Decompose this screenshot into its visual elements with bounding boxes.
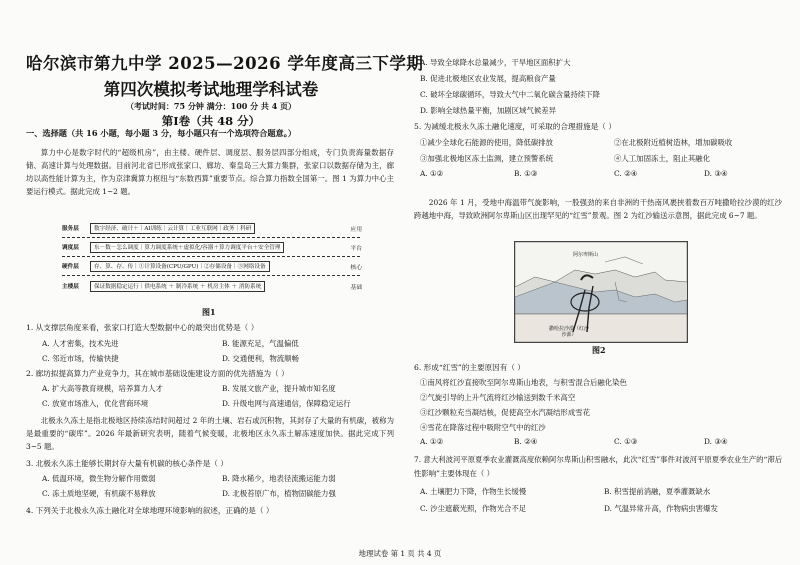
question-6-option-d[interactable]: D. ③④	[704, 437, 728, 446]
question-2-option-c[interactable]: C. 放宽市场准入，优化营商环境	[42, 399, 149, 408]
figure-2-map	[514, 241, 688, 343]
question-4-option-a[interactable]: A. 导致全球降水总量减少，干旱地区面积扩大	[420, 58, 571, 67]
layer-content: 保证数据稳定运行｜供电系统 ＋ 制冷系统 ＋ 机房主体 ＋ 消防系统	[90, 281, 265, 292]
layer-side-label: 核心	[350, 265, 362, 271]
question-3-stem: 3. 北极永久冻土能够长期封存大量有机碳的核心条件是（ ）	[26, 459, 228, 468]
alps-label: 阿尔卑斯山	[573, 252, 599, 258]
question-7-stem: 7. 意大利波河平原夏季农业灌溉高度依赖阿尔卑斯山积雪融水，此次“红雪”事件对波河平原夏季农业生产的“滞后性影响”主要体现在（ ）	[414, 455, 783, 478]
passage-1: 算力中心是数字时代的“超级机房”，由主楼、硬件层、调度层、服务层四部分组成，专门负责海量数据存储、高速计算与处理数据。目前河北省已形成张家口、廊坊、秦皇岛三大算力集群，张家口以数据存储为主，廊坊以高性能计算为主，作为京津冀算力枢纽与“东数西算”重要节点。综合算力指数全国第一。图 1 为算力中心主要运行模式。据此完成 1~2 题。	[26, 148, 394, 196]
question-6-stem: 6. 形成“红雪”的主要原因有（ ）	[414, 363, 525, 372]
layer-side-label: 平台	[350, 246, 362, 252]
part1-heading: 一、选择题（共 16 小题，每小题 3 分，每小题只有一个选项符合题意。）	[26, 128, 297, 138]
question-5-option-c[interactable]: C. ②④	[614, 169, 638, 178]
layer-content: 东－数－怎么调度｜算力调度系统＋虚拟化/容器＋算力调度平台＋安全管理	[90, 242, 284, 253]
question-2-option-b[interactable]: B. 发展文旅产业，提升城市知名度	[222, 384, 336, 393]
title-line-1: 哈尔滨市第九中学 2025—2026 学年度高三下学期	[26, 54, 424, 73]
question-4-option-d[interactable]: D. 影响全球热量平衡，加剧区域气候差异	[420, 106, 557, 115]
figure-1-diagram	[62, 220, 362, 300]
layer-name: 服务层	[62, 226, 79, 232]
question-1-option-c[interactable]: C. 邻近市场，传输快捷	[42, 354, 119, 363]
question-7-option-d[interactable]: D. 气温异常升高，作物病虫害爆发	[604, 504, 718, 513]
layer-side-label: 基础	[350, 285, 362, 291]
question-6-item-4: ④雪花在降落过程中吸附空气中的红沙	[420, 423, 546, 432]
question-5-item-4: ④人工加固冻土，阻止其融化	[614, 154, 711, 163]
layer-side-label: 应用	[350, 227, 362, 233]
layer-name: 硬件层	[62, 264, 79, 270]
passage-3: 2026 年 1 月，受地中海温带气旋影响，一股强劲的来自非洲的干热南风裹挟着数百万吨撒哈拉沙漠的红沙跨越地中海，导致欧洲阿尔卑斯山区出现罕见的“红雪”景观。图 2 为红沙输送示意图，据此完成 6~7 题。	[414, 198, 782, 220]
layer-name: 调度层	[62, 245, 79, 251]
question-2-option-a[interactable]: A. 扩大高等教育规模，培养算力人才	[42, 384, 163, 393]
question-2-option-d[interactable]: D. 升级电网与高速通信，保障稳定运行	[222, 399, 351, 408]
diagram-layer	[62, 280, 265, 292]
question-3-option-a[interactable]: A. 低温环境，微生物分解作用微弱	[42, 474, 156, 483]
question-7-option-c[interactable]: C. 沙尘遮蔽光照，作物光合不足	[420, 504, 527, 513]
question-3-option-c[interactable]: C. 冻土质地坚硬，有机碳不易释放	[42, 489, 156, 498]
layer-content: 存、算、存、传｜①计算设备(CPU/GPU)｜②存储设备｜③网络设备	[90, 261, 270, 272]
layer-content: 数字经济、破计＋｜AI训练｜云计算｜工业互联网｜政务｜科研	[90, 223, 255, 234]
question-1-option-a[interactable]: A. 人才密集，技术先进	[42, 339, 119, 348]
layer-divider	[62, 237, 360, 238]
question-6-option-a[interactable]: A. ①②	[420, 437, 444, 446]
question-1-option-b[interactable]: B. 能源充足，气温偏低	[222, 339, 299, 348]
question-1-stem: 1. 从支撑层角度来看，张家口打造大型数据中心的最突出优势是（ ）	[26, 323, 259, 332]
layer-divider	[62, 256, 360, 257]
question-5-item-3: ③加强北极地区冻土监测，建立预警系统	[420, 154, 554, 163]
question-5-item-1: ①减少全球化石能源的使用，降低碳排放	[420, 138, 554, 147]
europe-africa-map-graphic	[515, 242, 687, 342]
question-4-option-b[interactable]: B. 促进北极地区农业发展，提高粮食产量	[420, 74, 556, 83]
question-7-option-b[interactable]: B. 积雪提前消融，夏季灌溉缺水	[604, 487, 711, 496]
diagram-layer	[62, 260, 270, 272]
question-6-option-c[interactable]: C. ①③	[614, 437, 638, 446]
question-7-option-a[interactable]: A. 土壤肥力下降，作物生长缓慢	[420, 487, 527, 496]
question-6-item-2: ②气旋引导的上升气流将红沙输送到数千米高空	[420, 393, 576, 402]
question-5-option-d[interactable]: D. ③④	[704, 169, 728, 178]
question-5-option-b[interactable]: B. ①③	[514, 169, 538, 178]
figure-1-caption: 图1	[202, 307, 216, 317]
layer-name: 主楼层	[62, 284, 79, 290]
page-footer: 地理试卷 第 1 页 共 4 页	[358, 549, 442, 558]
question-4-stem: 4. 下列关于北极永久冻土融化对全球地理环境影响的叙述，正确的是（ ）	[26, 506, 274, 515]
question-5-option-a[interactable]: A. ①②	[420, 169, 444, 178]
layer-divider	[62, 275, 360, 276]
question-3-option-b[interactable]: B. 降水稀少，地表径流搬运能力弱	[222, 474, 336, 483]
section-heading: 第Ⅰ卷（共 48 分）	[161, 114, 261, 128]
exam-info: （考试时间：75 分钟 满分：100 分 共 4 页）	[125, 101, 297, 111]
question-6-option-b[interactable]: B. ②④	[514, 437, 538, 446]
question-5-stem: 5. 为减缓北极永久冻土融化速度，可采取的合理措施是（ ）	[414, 122, 616, 131]
question-1-option-d[interactable]: D. 交通便利，物流顺畅	[222, 354, 299, 363]
question-5-item-2: ②在北极附近植树造林，增加碳吸收	[614, 138, 733, 147]
diagram-layer	[62, 222, 255, 234]
figure-2-caption: 图2	[592, 345, 606, 355]
question-2-stem: 2. 廊坊拟提高算力产业竞争力，其在城市基础设施建设方面的优先措施为（ ）	[26, 369, 289, 378]
diagram-layer	[62, 241, 284, 253]
title-line-2: 第四次模拟考试地理学科试卷	[103, 80, 319, 99]
question-6-item-3: ③红沙颗粒充当凝结核，促使高空水汽凝结形成雪花	[420, 408, 590, 417]
passage-2: 北极永久冻土是指北极地区持续冻结时间超过 2 年的土壤、岩石或沉积物，其封存了大量的有机碳，被称为是最重要的“碳库”。2026 年最新研究表明，随着气候变暖，北极地区永久冻土解冻速度加快。据此完成下列 3~5 题。	[26, 416, 394, 451]
question-4-option-c[interactable]: C. 破坏全球碳循环，导致大气中二氧化碳含量持续下降	[420, 90, 601, 99]
question-3-option-d[interactable]: D. 北极苔原广布，植物固碳能力强	[222, 489, 336, 498]
question-6-item-1: ①南风将红沙直接吹至阿尔卑斯山地表，与积雪混合后融化染色	[420, 378, 627, 387]
sahara-label: 撒哈拉沙漠（红沙沙源）	[548, 326, 589, 338]
